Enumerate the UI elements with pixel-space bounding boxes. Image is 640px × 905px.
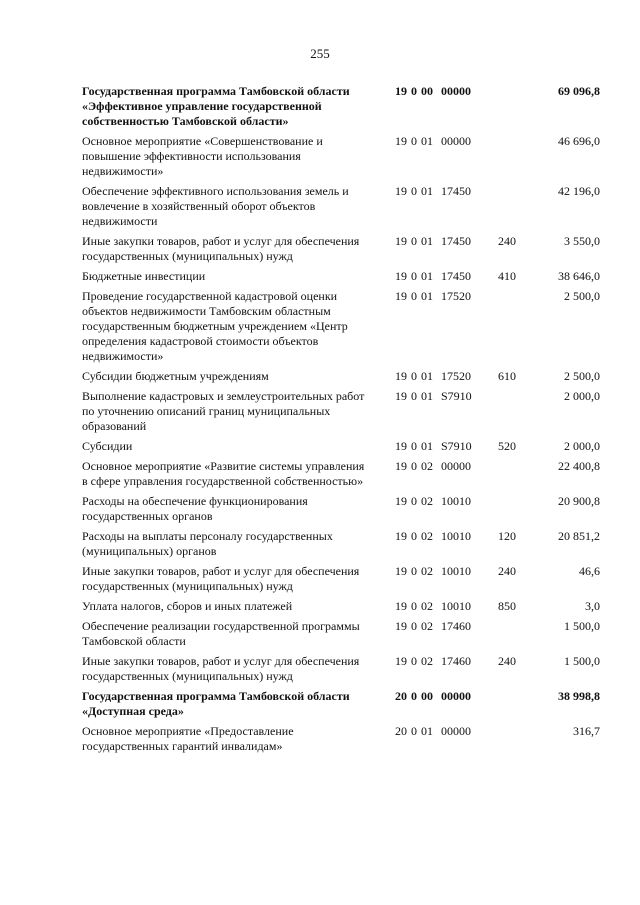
row-name: Субсидии бюджетным учреждениям — [82, 369, 269, 383]
row-name: Государственная программа Тамбовской области «Эффективное управление государственной собственностью Тамбовской области» — [82, 84, 350, 128]
row-code: 19 0 01 00000 — [395, 134, 471, 148]
table-row — [82, 654, 602, 684]
row-name: Субсидии — [82, 439, 133, 453]
table-row — [82, 389, 602, 434]
table-row — [82, 134, 602, 179]
row-code: 19 0 01 17450 — [395, 269, 471, 283]
row-amount: 20 851,2 — [558, 529, 600, 543]
row-code: 19 0 01 17450 — [395, 234, 471, 248]
row-name: Уплата налогов, сборов и иных платежей — [82, 599, 293, 613]
row-expense-type: 520 — [498, 439, 516, 453]
row-expense-type: 850 — [498, 599, 516, 613]
table-row — [82, 494, 602, 524]
row-code: 19 0 01 S7910 — [395, 439, 472, 453]
row-name: Расходы на обеспечение функционирования государственных органов — [82, 494, 308, 523]
row-name: Обеспечение эффективного использования земель и вовлечение в хозяйственный оборот объектов недвижимости — [82, 184, 349, 228]
row-code: 19 0 01 17520 — [395, 289, 471, 303]
row-code: 19 0 01 17520 — [395, 369, 471, 383]
row-amount: 20 900,8 — [558, 494, 600, 508]
row-amount: 38 646,0 — [558, 269, 600, 283]
table-row — [82, 369, 602, 384]
row-expense-type: 410 — [498, 269, 516, 283]
row-name: Выполнение кадастровых и землеустроительных работ по уточнению описаний границ муниципальных образований — [82, 389, 365, 433]
row-amount: 2 500,0 — [564, 289, 600, 303]
table-row — [82, 184, 602, 229]
row-amount: 46,6 — [579, 564, 600, 578]
row-amount: 1 500,0 — [564, 654, 600, 668]
row-name: Бюджетные инвестиции — [82, 269, 206, 283]
row-name: Иные закупки товаров, работ и услуг для обеспечения государственных (муниципальных) нужд — [82, 564, 360, 593]
row-name: Основное мероприятие «Предоставление государственных гарантий инвалидам» — [82, 724, 294, 753]
table-row — [82, 459, 602, 489]
page-number: 255 — [310, 46, 330, 61]
table-row — [82, 724, 602, 754]
row-expense-type: 610 — [498, 369, 516, 383]
row-name: Государственная программа Тамбовской области «Доступная среда» — [82, 689, 350, 718]
row-code: 19 0 02 10010 — [395, 599, 471, 613]
row-expense-type: 240 — [498, 234, 516, 248]
row-name: Обеспечение реализации государственной программы Тамбовской области — [82, 619, 360, 648]
row-amount: 22 400,8 — [558, 459, 600, 473]
row-amount: 69 096,8 — [558, 84, 600, 98]
table-row — [82, 439, 602, 454]
row-amount: 1 500,0 — [564, 619, 600, 633]
row-amount: 3 550,0 — [564, 234, 600, 248]
row-code: 19 0 02 10010 — [395, 564, 471, 578]
row-amount: 2 000,0 — [564, 389, 600, 403]
table-row — [82, 689, 602, 719]
row-amount: 42 196,0 — [558, 184, 600, 198]
row-code: 19 0 02 17460 — [395, 654, 471, 668]
row-code: 20 0 01 00000 — [395, 724, 471, 738]
row-code: 19 0 02 17460 — [395, 619, 471, 633]
table-row — [82, 84, 602, 129]
row-expense-type: 240 — [498, 564, 516, 578]
table-row — [82, 234, 602, 264]
row-name: Основное мероприятие «Совершенствование и повышение эффективности использования недвижимости» — [82, 134, 323, 178]
table-row — [82, 289, 602, 364]
table-row — [82, 599, 602, 614]
row-name: Иные закупки товаров, работ и услуг для обеспечения государственных (муниципальных) нужд — [82, 654, 360, 683]
row-amount: 46 696,0 — [558, 134, 600, 148]
row-code: 19 0 02 10010 — [395, 494, 471, 508]
table-row — [82, 269, 602, 284]
row-name: Расходы на выплаты персоналу государственных (муниципальных) органов — [82, 529, 333, 558]
row-expense-type: 120 — [498, 529, 516, 543]
row-name: Проведение государственной кадастровой оценки объектов недвижимости Тамбовским областным государственным бюджетным учреждением «Центр определения кадастровой стоимости объектов недвижимости» — [82, 289, 348, 363]
row-expense-type: 240 — [498, 654, 516, 668]
row-name: Основное мероприятие «Развитие системы управления в сфере управления государственной собственностью» — [82, 459, 365, 488]
row-code: 19 0 02 00000 — [395, 459, 471, 473]
row-name: Иные закупки товаров, работ и услуг для обеспечения государственных (муниципальных) нужд — [82, 234, 360, 263]
row-code: 20 0 00 00000 — [395, 689, 471, 703]
row-amount: 316,7 — [573, 724, 600, 738]
table-row — [82, 564, 602, 594]
row-amount: 3,0 — [585, 599, 600, 613]
row-amount: 2 500,0 — [564, 369, 600, 383]
table-row — [82, 529, 602, 559]
row-code: 19 0 01 S7910 — [395, 389, 472, 403]
row-amount: 2 000,0 — [564, 439, 600, 453]
row-code: 19 0 01 17450 — [395, 184, 471, 198]
row-amount: 38 998,8 — [558, 689, 600, 703]
row-code: 19 0 00 00000 — [395, 84, 471, 98]
row-code: 19 0 02 10010 — [395, 529, 471, 543]
budget-table — [82, 84, 602, 759]
table-row — [82, 619, 602, 649]
